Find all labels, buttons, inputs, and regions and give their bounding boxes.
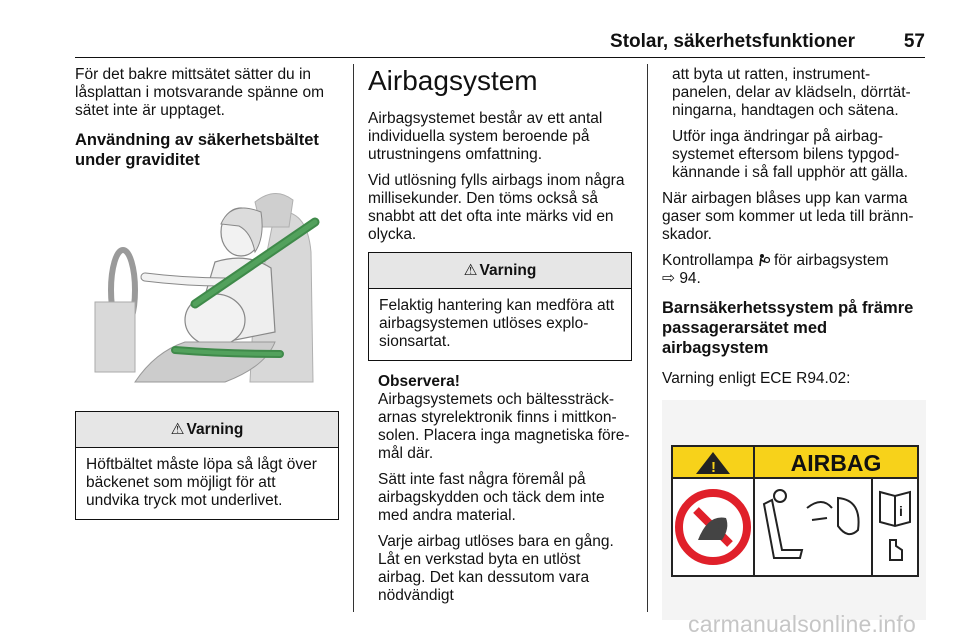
warning-box bbox=[368, 252, 632, 361]
airbag-lamp-icon bbox=[758, 252, 774, 269]
page-header bbox=[75, 30, 925, 58]
column-1 bbox=[75, 66, 339, 532]
note-block bbox=[368, 373, 632, 605]
warning-header: ⚠ Varning bbox=[76, 412, 338, 448]
column-2 bbox=[368, 66, 632, 613]
note-paragraph: Airbagsystemets och bältessträck-arnas styrelektronik finns i mittkon-solen. Placera inga magnetiska före-mål där. bbox=[378, 391, 630, 462]
warning-triangle-icon: ⚠ bbox=[170, 421, 185, 438]
page-ref[interactable]: 94. bbox=[679, 270, 701, 287]
page-number: 57 bbox=[903, 31, 925, 52]
pregnant-seatbelt-illustration bbox=[75, 182, 339, 392]
warning-body: Höftbältet måste löpa så lågt över bäckenet som möjligt för att undvika tryck mot underlivet. bbox=[86, 456, 317, 509]
warning-header: ⚠ Varning bbox=[369, 253, 631, 289]
note-paragraph: Sätt inte fast några föremål på airbagskydden och täck dem inte med andra material. bbox=[378, 471, 605, 524]
section-heading-airbag: Airbagsystem bbox=[368, 65, 538, 96]
column-divider bbox=[353, 64, 354, 612]
svg-text:!: ! bbox=[711, 459, 716, 476]
paragraph: Vid utlösning fylls airbags inom några millisekunder. Den töms också så snabbt att det ofta inte märks vid en olycka. bbox=[368, 172, 625, 243]
paragraph: Varning enligt ECE R94.02: bbox=[662, 370, 851, 387]
note-block-continued bbox=[662, 66, 926, 182]
note-paragraph: att byta ut ratten, instrument-panelen, delar av klädseln, dörrtät-ningarna, handtagen och sätena. bbox=[672, 66, 911, 119]
sign-label: AIRBAG bbox=[790, 450, 882, 476]
section-heading-child-seat: Barnsäkerhetssystem på främre passagerarsätet med airbagsystem bbox=[662, 299, 914, 357]
paragraph: När airbagen blåses upp kan varma gaser som kommer ut leda till bränn-skador. bbox=[662, 190, 914, 243]
note-paragraph: Varje airbag utlöses bara en gång. Låt en verkstad byta en utlöst airbag. Det kan dessutom vara nödvändigt bbox=[378, 533, 614, 604]
svg-text:i: i bbox=[899, 503, 903, 519]
warning-box bbox=[75, 411, 339, 520]
column-3 bbox=[662, 66, 926, 625]
watermark: carmanualsonline.info bbox=[688, 611, 916, 637]
paragraph: Airbagsystemet består av ett antal individuella system beroende på utrustningens omfattning. bbox=[368, 110, 603, 163]
column-divider bbox=[647, 64, 648, 612]
page-ref-icon: ⇨ bbox=[662, 270, 675, 287]
airbag-warning-sign bbox=[662, 400, 926, 620]
warning-body: Felaktig hantering kan medföra att airbagsystemen utlöses explo-sionsartat. bbox=[379, 297, 615, 350]
note-title: Observera! bbox=[378, 373, 460, 390]
section-heading: Användning av säkerhetsbältet under graviditet bbox=[75, 131, 319, 169]
intro-paragraph: För det bakre mittsätet sätter du in låsplattan i motsvarande spänne om sätet inte är upptaget. bbox=[75, 66, 325, 119]
warning-triangle-icon: ⚠ bbox=[463, 262, 478, 279]
section-title: Stolar, säkerhetsfunktioner bbox=[610, 31, 855, 52]
note-paragraph: Utför inga ändringar på airbag-systemet eftersom bilens typgod-kännande i så fall upphör att gälla. bbox=[672, 128, 909, 181]
lamp-paragraph: Kontrollampa för airbagsystem ⇨ 94. bbox=[662, 252, 889, 287]
